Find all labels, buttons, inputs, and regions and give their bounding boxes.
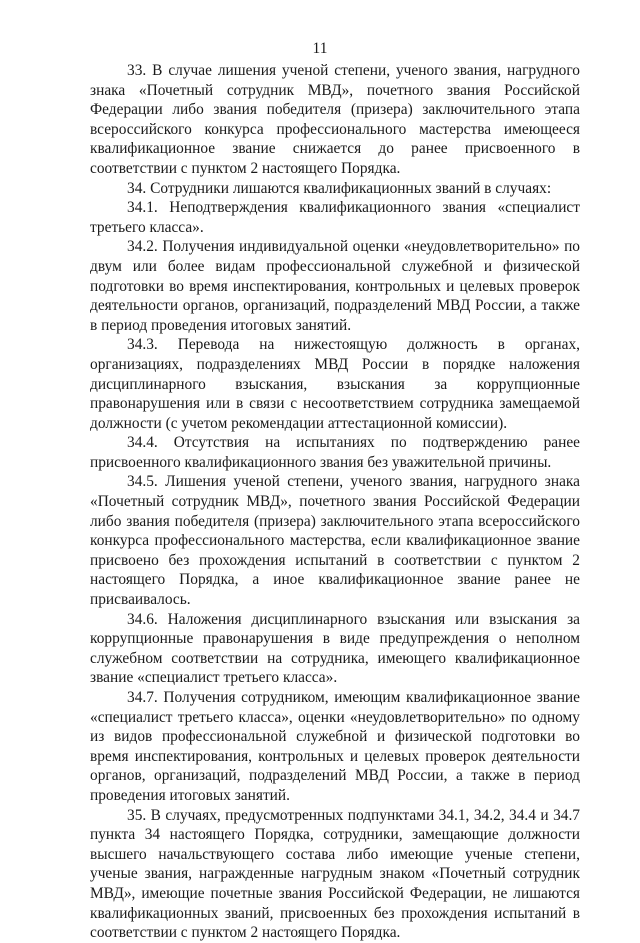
page-number: 11: [312, 40, 328, 57]
paragraph-34-6: 34.6. Наложения дисциплинарного взыскания или взыскания за коррупционные правонарушения в виде предупреждения о неполном служебном соответствии на сотрудника, имеющего квалификационное звание «специалист третьего класса».: [90, 610, 580, 687]
paragraph-35: 35. В случаях, предусмотренных подпунктами 34.1, 34.2, 34.4 и 34.7 пункта 34 настоящего Порядка, сотрудники, замещающие должности высшего начальствующего состава либо имеющие ученые степени, ученые звания, награжденные нагрудным знаком «Почетный сотрудник МВД», имеющие почетные звания Российской Федерации, не лишаются квалификационных званий, присвоенных без прохождения испытаний в соответствии с пунктом 2 настоящего Порядка.: [90, 806, 580, 942]
paragraph-34-5: 34.5. Лишения ученой степени, ученого звания, нагрудного знака «Почетный сотрудник МВД», почетного звания Российской Федерации либо звания победителя (призера) заключительного этапа всероссийского конкурса профессионального мастерства, если квалификационное звание присвоено без прохождения испытаний в соответствии с пунктом 2 настоящего Порядка, а иное квалификационное звание ранее не присваивалось.: [90, 473, 580, 609]
paragraph-34-4: 34.4. Отсутствия на испытаниях по подтверждению ранее присвоенного квалификационного звания без уважительной причины.: [90, 434, 580, 471]
paragraph-34: 34. Сотрудники лишаются квалификационных званий в случаях:: [127, 179, 552, 197]
paragraph-34-7: 34.7. Получения сотрудником, имеющим квалификационное звание «специалист третьего класса», оценки «неудовлетворительно» по одному из видов профессиональной служебной и физической подготовки во время инспектирования, контрольных и целевых проверок деятельности органов, организаций, подразделений МВД России, а также в период проведения итоговых занятий.: [90, 689, 580, 804]
paragraph-34-1: 34.1. Неподтверждения квалификационного звания «специалист третьего класса».: [90, 199, 580, 236]
paragraph-34-2: 34.2. Получения индивидуальной оценки «неудовлетворительно» по двум или более видам профессиональной служебной и физической подготовки во время инспектирования, контрольных и целевых проверок деятельности органов, организаций, подразделений МВД России, а также в период проведения итоговых занятий.: [90, 238, 580, 334]
document-body: [90, 61, 580, 943]
paragraph-33: 33. В случае лишения ученой степени, ученого звания, нагрудного знака «Почетный сотрудник МВД», почетного звания Российской Федерации либо звания победителя (призера) заключительного этапа всероссийского конкурса профессионального мастерства имеющееся квалификационное звание снижается до ранее присвоенного в соответствии с пунктом 2 настоящего Порядка.: [90, 62, 580, 177]
paragraph-34-3: 34.3. Перевода на нижестоящую должность в органах, организациях, подразделениях МВД России в порядке наложения дисциплинарного взыскания, взыскания за коррупционные правонарушения или в связи с несоответствием сотрудника замещаемой должности (с учетом рекомендации аттестационной комиссии).: [90, 336, 580, 432]
